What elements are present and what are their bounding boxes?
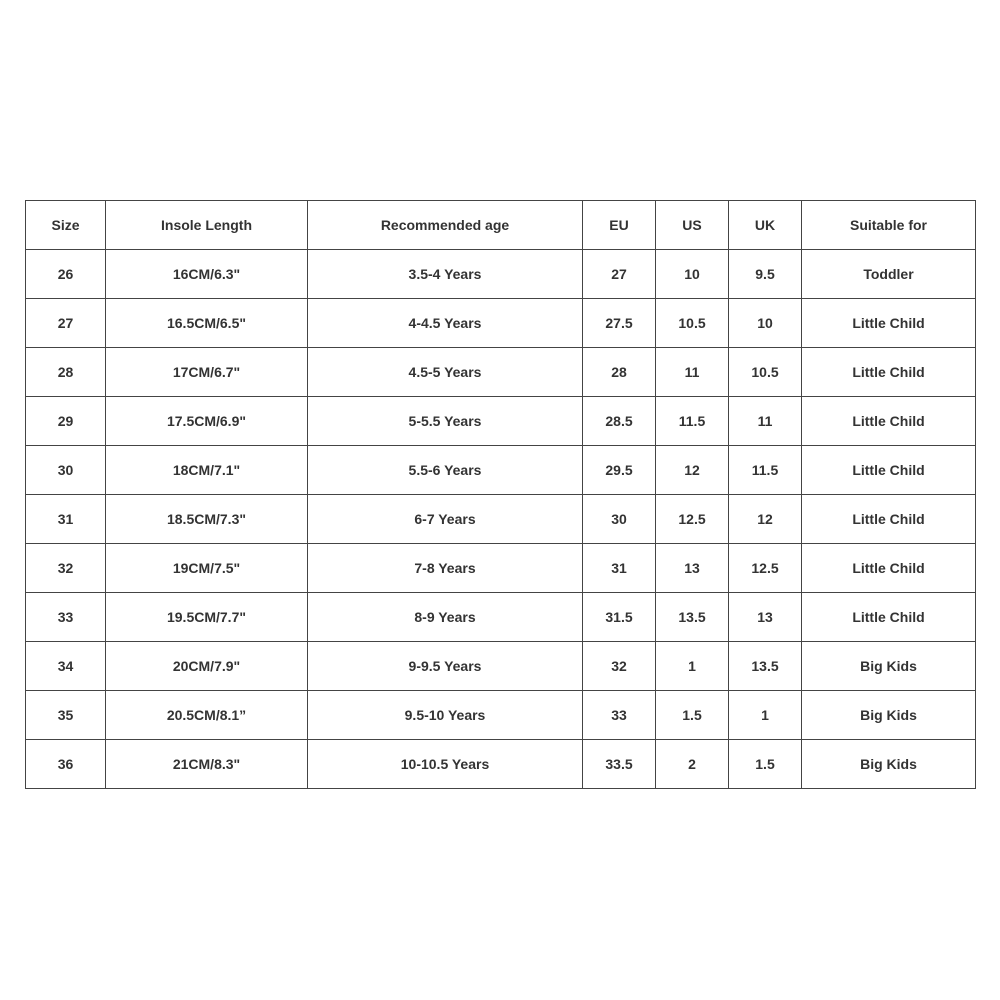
- cell-insole-length: 18CM/7.1": [106, 446, 308, 495]
- cell-suitable-for: Big Kids: [802, 691, 976, 740]
- cell-suitable-for: Little Child: [802, 495, 976, 544]
- cell-insole-length: 17CM/6.7": [106, 348, 308, 397]
- table-row: [26, 593, 976, 642]
- cell-eu: 31.5: [583, 593, 656, 642]
- cell-uk: 9.5: [729, 250, 802, 299]
- table-row: [26, 446, 976, 495]
- table-row: [26, 348, 976, 397]
- cell-insole-length: 21CM/8.3": [106, 740, 308, 789]
- cell-recommended-age: 9.5-10 Years: [308, 691, 583, 740]
- cell-uk: 10: [729, 299, 802, 348]
- column-header-suitable-for: Suitable for: [802, 201, 976, 250]
- cell-recommended-age: 10-10.5 Years: [308, 740, 583, 789]
- cell-size: 29: [26, 397, 106, 446]
- cell-us: 1: [656, 642, 729, 691]
- cell-suitable-for: Little Child: [802, 544, 976, 593]
- column-header-size: Size: [26, 201, 106, 250]
- cell-suitable-for: Little Child: [802, 593, 976, 642]
- cell-uk: 11.5: [729, 446, 802, 495]
- cell-eu: 27: [583, 250, 656, 299]
- cell-eu: 28: [583, 348, 656, 397]
- cell-insole-length: 19.5CM/7.7": [106, 593, 308, 642]
- cell-eu: 30: [583, 495, 656, 544]
- cell-uk: 10.5: [729, 348, 802, 397]
- cell-eu: 33.5: [583, 740, 656, 789]
- column-header-uk: UK: [729, 201, 802, 250]
- cell-recommended-age: 4.5-5 Years: [308, 348, 583, 397]
- cell-uk: 13: [729, 593, 802, 642]
- cell-size: 32: [26, 544, 106, 593]
- cell-us: 12.5: [656, 495, 729, 544]
- cell-us: 11: [656, 348, 729, 397]
- table-row: [26, 544, 976, 593]
- cell-us: 13: [656, 544, 729, 593]
- cell-us: 12: [656, 446, 729, 495]
- header-row: [26, 201, 976, 250]
- cell-us: 10.5: [656, 299, 729, 348]
- cell-eu: 33: [583, 691, 656, 740]
- cell-size: 34: [26, 642, 106, 691]
- cell-uk: 1: [729, 691, 802, 740]
- table-row: [26, 642, 976, 691]
- cell-recommended-age: 4-4.5 Years: [308, 299, 583, 348]
- cell-uk: 1.5: [729, 740, 802, 789]
- cell-insole-length: 19CM/7.5": [106, 544, 308, 593]
- size-chart-body: [26, 250, 976, 789]
- cell-suitable-for: Little Child: [802, 446, 976, 495]
- cell-suitable-for: Little Child: [802, 348, 976, 397]
- table-row: [26, 250, 976, 299]
- cell-us: 11.5: [656, 397, 729, 446]
- cell-suitable-for: Big Kids: [802, 740, 976, 789]
- cell-size: 35: [26, 691, 106, 740]
- cell-recommended-age: 5.5-6 Years: [308, 446, 583, 495]
- table-row: [26, 691, 976, 740]
- cell-recommended-age: 3.5-4 Years: [308, 250, 583, 299]
- column-header-recommended-age: Recommended age: [308, 201, 583, 250]
- cell-us: 13.5: [656, 593, 729, 642]
- cell-us: 2: [656, 740, 729, 789]
- table-row: [26, 299, 976, 348]
- cell-uk: 13.5: [729, 642, 802, 691]
- cell-size: 30: [26, 446, 106, 495]
- cell-insole-length: 17.5CM/6.9": [106, 397, 308, 446]
- cell-us: 10: [656, 250, 729, 299]
- cell-size: 28: [26, 348, 106, 397]
- cell-eu: 28.5: [583, 397, 656, 446]
- cell-size: 31: [26, 495, 106, 544]
- cell-eu: 32: [583, 642, 656, 691]
- column-header-eu: EU: [583, 201, 656, 250]
- cell-suitable-for: Little Child: [802, 299, 976, 348]
- cell-recommended-age: 9-9.5 Years: [308, 642, 583, 691]
- cell-size: 33: [26, 593, 106, 642]
- cell-size: 27: [26, 299, 106, 348]
- cell-eu: 27.5: [583, 299, 656, 348]
- table-row: [26, 495, 976, 544]
- cell-insole-length: 20CM/7.9": [106, 642, 308, 691]
- cell-uk: 12: [729, 495, 802, 544]
- column-header-us: US: [656, 201, 729, 250]
- cell-insole-length: 16.5CM/6.5": [106, 299, 308, 348]
- cell-recommended-age: 7-8 Years: [308, 544, 583, 593]
- cell-eu: 31: [583, 544, 656, 593]
- cell-uk: 11: [729, 397, 802, 446]
- cell-uk: 12.5: [729, 544, 802, 593]
- column-header-insole-length: Insole Length: [106, 201, 308, 250]
- cell-suitable-for: Little Child: [802, 397, 976, 446]
- cell-insole-length: 16CM/6.3": [106, 250, 308, 299]
- cell-suitable-for: Big Kids: [802, 642, 976, 691]
- cell-insole-length: 20.5CM/8.1”: [106, 691, 308, 740]
- table-row: [26, 397, 976, 446]
- cell-insole-length: 18.5CM/7.3": [106, 495, 308, 544]
- cell-us: 1.5: [656, 691, 729, 740]
- size-chart-table: [25, 200, 976, 789]
- cell-recommended-age: 6-7 Years: [308, 495, 583, 544]
- cell-recommended-age: 8-9 Years: [308, 593, 583, 642]
- size-chart-header: [26, 201, 976, 250]
- cell-eu: 29.5: [583, 446, 656, 495]
- cell-suitable-for: Toddler: [802, 250, 976, 299]
- cell-recommended-age: 5-5.5 Years: [308, 397, 583, 446]
- cell-size: 36: [26, 740, 106, 789]
- table-row: [26, 740, 976, 789]
- cell-size: 26: [26, 250, 106, 299]
